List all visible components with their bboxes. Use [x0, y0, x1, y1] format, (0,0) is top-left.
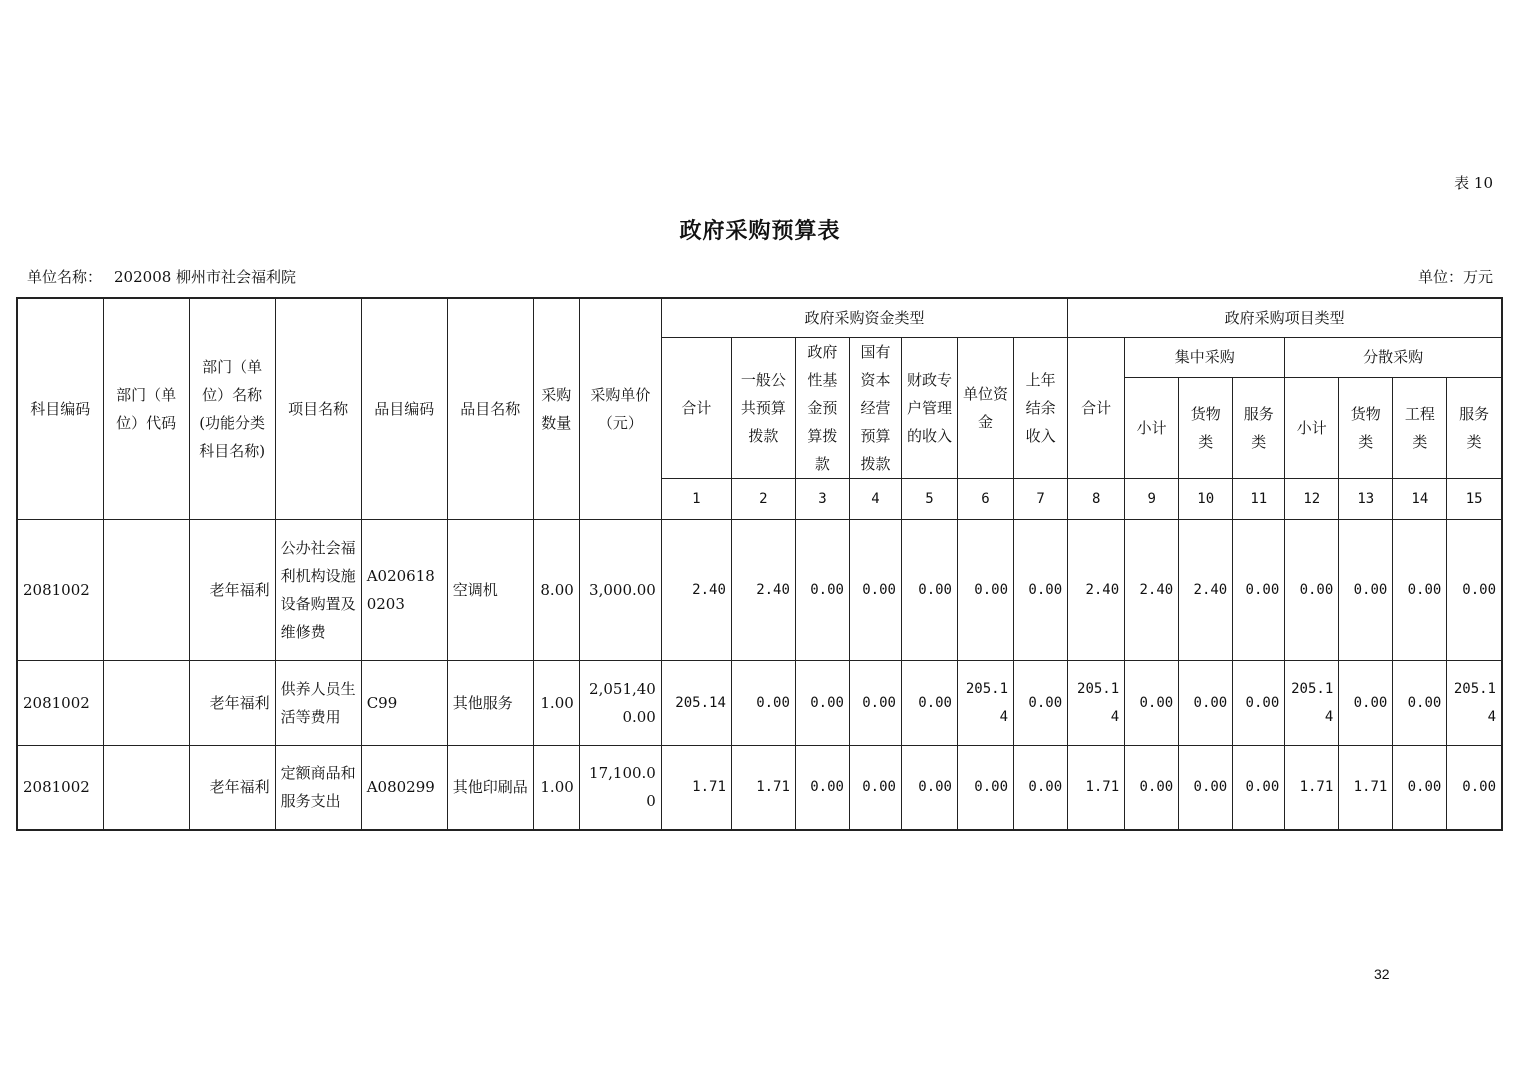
col-number: 4	[849, 478, 901, 519]
cell-value: 1.71	[731, 745, 795, 830]
cell-value: 0.00	[1447, 519, 1502, 660]
cell-value: 0.00	[901, 519, 957, 660]
col-number: 2	[731, 478, 795, 519]
col-number: 15	[1447, 478, 1502, 519]
cell-project-name: 定额商品和服务支出	[275, 745, 361, 830]
header-central: 集中采购	[1125, 337, 1285, 377]
cell-subject-code: 2081002	[17, 519, 103, 660]
header-fund-total: 合计	[661, 337, 731, 478]
cell-unit-price: 3,000.00	[579, 519, 661, 660]
header-dispersed-goods: 货物类	[1339, 377, 1393, 478]
col-number: 13	[1339, 478, 1393, 519]
cell-value: 205.14	[1285, 660, 1339, 745]
cell-item-code: C99	[361, 660, 447, 745]
header-dispersed-subtotal: 小计	[1285, 377, 1339, 478]
cell-value: 0.00	[1179, 660, 1233, 745]
cell-value: 205.14	[1068, 660, 1125, 745]
col-number: 10	[1179, 478, 1233, 519]
cell-value: 0.00	[795, 519, 849, 660]
cell-value: 0.00	[901, 660, 957, 745]
cell-value: 1.71	[1068, 745, 1125, 830]
cell-value: 2.40	[1125, 519, 1179, 660]
col-number: 5	[901, 478, 957, 519]
cell-value: 0.00	[795, 660, 849, 745]
procurement-budget-table	[16, 297, 1503, 831]
col-number: 1	[661, 478, 731, 519]
cell-value: 0.00	[1339, 660, 1393, 745]
header-gov-fund: 政府性基金预算拨款	[795, 337, 849, 478]
header-unit-price: 采购单价（元）	[579, 298, 661, 519]
header-central-services: 服务类	[1233, 377, 1285, 478]
cell-value: 0.00	[1393, 519, 1447, 660]
cell-item-code: A080299	[361, 745, 447, 830]
header-project-total: 合计	[1068, 337, 1125, 478]
header-dept-name: 部门（单位）名称(功能分类科目名称)	[189, 298, 275, 519]
cell-value: 0.00	[1233, 519, 1285, 660]
header-subject-code: 科目编码	[17, 298, 103, 519]
cell-value: 0.00	[1179, 745, 1233, 830]
col-number: 8	[1068, 478, 1125, 519]
col-number: 14	[1393, 478, 1447, 519]
cell-quantity: 1.00	[533, 660, 579, 745]
col-number: 9	[1125, 478, 1179, 519]
cell-value: 1.71	[1339, 745, 1393, 830]
cell-value: 0.00	[731, 660, 795, 745]
cell-unit-price: 2,051,400.00	[579, 660, 661, 745]
cell-value: 0.00	[1125, 745, 1179, 830]
cell-item-name: 其他印刷品	[447, 745, 533, 830]
cell-dept-name: 老年福利	[189, 519, 275, 660]
cell-value: 0.00	[1014, 660, 1068, 745]
header-prev-balance: 上年结余收入	[1014, 337, 1068, 478]
header-project-type: 政府采购项目类型	[1068, 298, 1502, 337]
cell-value: 205.14	[957, 660, 1013, 745]
table-row	[17, 745, 1502, 830]
header-dept-code: 部门（单位）代码	[103, 298, 189, 519]
header-fund-type: 政府采购资金类型	[661, 298, 1067, 337]
cell-value: 0.00	[1339, 519, 1393, 660]
cell-value: 0.00	[1393, 660, 1447, 745]
page-number: 32	[1374, 966, 1390, 982]
unit-name	[27, 266, 296, 287]
unit-label: 单位：万元	[1417, 268, 1493, 286]
cell-project-name: 供养人员生活等费用	[275, 660, 361, 745]
cell-value: 0.00	[849, 745, 901, 830]
cell-value: 2.40	[1179, 519, 1233, 660]
cell-value: 0.00	[1393, 745, 1447, 830]
table-row	[17, 519, 1502, 660]
cell-value: 0.00	[957, 745, 1013, 830]
cell-subject-code: 2081002	[17, 745, 103, 830]
header-unit-funds: 单位资金	[957, 337, 1013, 478]
cell-value: 205.14	[1447, 660, 1502, 745]
header-dispersed: 分散采购	[1285, 337, 1502, 377]
cell-value: 0.00	[1014, 519, 1068, 660]
header-dispersed-works: 工程类	[1393, 377, 1447, 478]
cell-item-name: 其他服务	[447, 660, 533, 745]
col-number: 11	[1233, 478, 1285, 519]
cell-value: 0.00	[1233, 745, 1285, 830]
cell-dept-code	[103, 660, 189, 745]
cell-value: 0.00	[901, 745, 957, 830]
cell-dept-code	[103, 519, 189, 660]
unit-name-label: 单位名称：	[27, 268, 103, 286]
header-central-goods: 货物类	[1179, 377, 1233, 478]
cell-dept-name: 老年福利	[189, 660, 275, 745]
header-central-subtotal: 小计	[1125, 377, 1179, 478]
header-quantity: 采购数量	[533, 298, 579, 519]
cell-dept-name: 老年福利	[189, 745, 275, 830]
col-number: 7	[1014, 478, 1068, 519]
table-number: 表 10	[1454, 174, 1493, 192]
table-row	[17, 660, 1502, 745]
cell-value: 2.40	[731, 519, 795, 660]
cell-value: 0.00	[1447, 745, 1502, 830]
header-project-name: 项目名称	[275, 298, 361, 519]
cell-subject-code: 2081002	[17, 660, 103, 745]
col-number: 6	[957, 478, 1013, 519]
cell-project-name: 公办社会福利机构设施设备购置及维修费	[275, 519, 361, 660]
header-state-capital: 国有资本经营预算拨款	[849, 337, 901, 478]
cell-value: 1.71	[1285, 745, 1339, 830]
unit-name-value: 202008 柳州市社会福利院	[114, 268, 297, 286]
cell-value: 2.40	[1068, 519, 1125, 660]
page-title: 政府采购预算表	[679, 218, 841, 244]
header-general-budget: 一般公共预算拨款	[731, 337, 795, 478]
cell-item-name: 空调机	[447, 519, 533, 660]
cell-value: 0.00	[957, 519, 1013, 660]
cell-unit-price: 17,100.00	[579, 745, 661, 830]
header-item-code: 品目编码	[361, 298, 447, 519]
header-special-account: 财政专户管理的收入	[901, 337, 957, 478]
cell-item-code: A0206180203	[361, 519, 447, 660]
cell-value: 0.00	[1125, 660, 1179, 745]
cell-quantity: 1.00	[533, 745, 579, 830]
header-item-name: 品目名称	[447, 298, 533, 519]
cell-value: 0.00	[1285, 519, 1339, 660]
cell-value: 1.71	[661, 745, 731, 830]
col-number: 3	[795, 478, 849, 519]
cell-value: 0.00	[1233, 660, 1285, 745]
cell-value: 2.40	[661, 519, 731, 660]
col-number: 12	[1285, 478, 1339, 519]
cell-value: 205.14	[661, 660, 731, 745]
header-dispersed-services: 服务类	[1447, 377, 1502, 478]
cell-value: 0.00	[1014, 745, 1068, 830]
cell-value: 0.00	[849, 519, 901, 660]
cell-dept-code	[103, 745, 189, 830]
cell-quantity: 8.00	[533, 519, 579, 660]
cell-value: 0.00	[795, 745, 849, 830]
cell-value: 0.00	[849, 660, 901, 745]
